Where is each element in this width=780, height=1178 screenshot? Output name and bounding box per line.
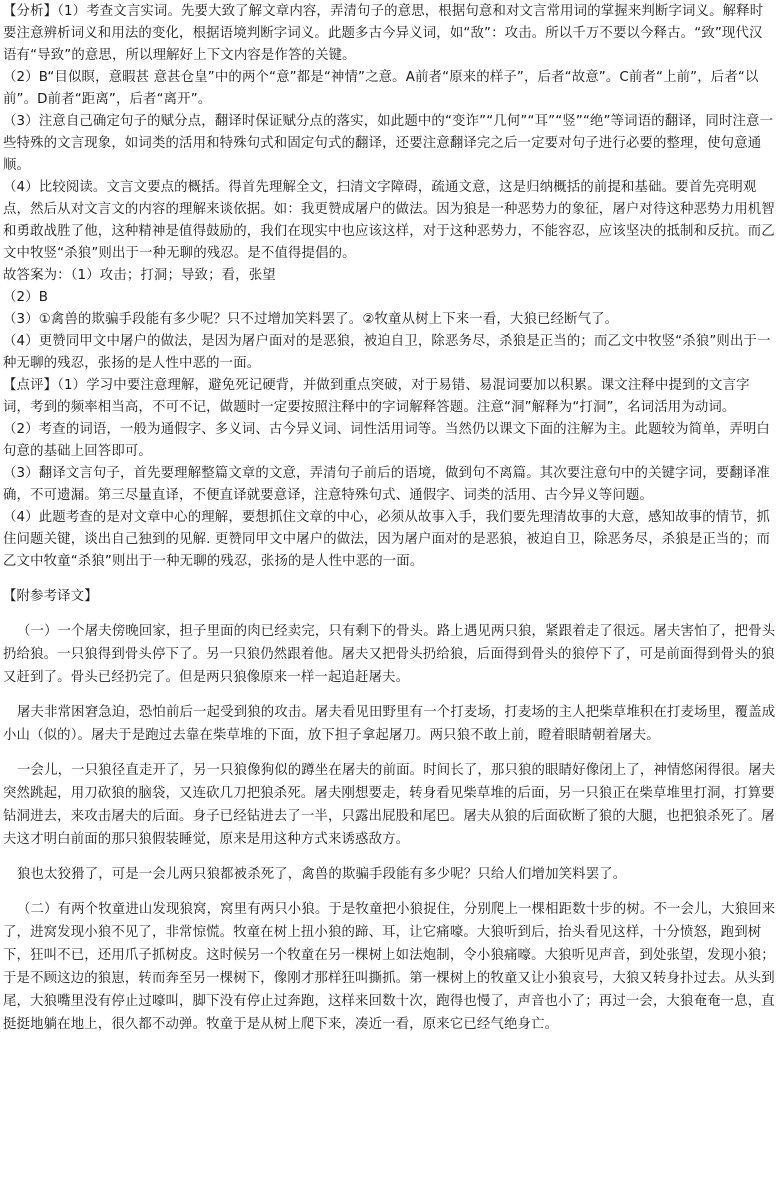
comment-paragraph-3: （3）翻译文言句子，首先要理解整篇文章的文意，弄清句子前后的语境，做到句不离篇。其次要注意句中的关键字词，要翻译准确，不可遗漏。第三尽量直译，不便直译就要意译，注意特殊句式、通假字、词类的活用、古今异义等问题。	[3, 466, 770, 503]
comment-text-1: （1）学习中要注意理解，避免死记硬背，并做到重点突破，对于易错、易混词要加以积累。课文注释中提到的文言字词，考到的频率相当高，不可不记，做题时一定要按照注释中的字词解释答题。注意“洞”解释为“打洞”，名词活用为动词。	[3, 378, 750, 415]
answer-line-2: （2）B	[3, 290, 49, 305]
comment-paragraph-2: （2）考查的词语，一般为通假字、多义词、古今异义词、词性活用词等。当然仍以课文下面的注解为主。此题较为简单，弄明白句意的基础上回答即可。	[3, 422, 770, 459]
analysis-title: 【分析】	[3, 4, 58, 19]
analysis-paragraph-2: （2）B“目似瞑，意暇甚 意甚仓皇”中的两个“意”都是“神情”之意。A前者“原来的样子”，后者“故意”。C前者“上前”，后者“以前”。D前者“距离”，后者“离开”。	[3, 70, 759, 107]
translation-section	[3, 585, 776, 1036]
answer-line-1: 故答案为：（1）攻击；打洞；导致；看，张望	[3, 268, 276, 283]
analysis-paragraph-1	[3, 0, 776, 67]
translation-paragraph-5: （二）有两个牧童进山发现狼窝，窝里有两只小狼。于是牧童把小狼捉住，分别爬上一棵相距数十步的树。不一会儿，大狼回来了，进窝发现小狼不见了，非常惊慌。牧童在树上扭小狼的蹄、耳，让它痛嚎。大狼听到后，抬头看见这样，十分愤怒，跑到树下，狂叫不已，还用爪子抓树皮。这时候另一个牧童在另一棵树上如法炮制，令小狼痛嚎。大狼听见声音，到处张望，发现小狼；于是不顾这边的狼崽，转而奔至另一棵树下，像刚才那样狂叫撕抓。第一棵树上的牧童又让小狼哀号，大狼又转身扑过去。从头到尾，大狼嘴里没有停止过嚎叫，脚下没有停止过奔跑，这样来回数十次，跑得也慢了，声音也小了；再过一会，大狼奄奄一息，直挺挺地躺在地上，很久都不动弹。牧童于是从树上爬下来，凑近一看，原来它已经气绝身亡。	[3, 902, 776, 1032]
analysis-section	[3, 0, 776, 265]
analysis-paragraph-4: （4）比较阅读。文言文要点的概括。得首先理解全文，扫清文字障碍，疏通文意，这是归纳概括的前提和基础。要首先亮明观点，然后从对文言文的内容的理解来谈依据。如：我更赞成屠户的做法。因为狼是一种恶势力的象征，屠户对待这种恶势力用机智和勇敢战胜了他，这种精神是值得鼓励的，我们在现实中也应该这样，对于这种恶势力，不能容忍，应该坚决的抵制和反抗。而乙文中牧竖“杀狼”则出于一种无聊的残忍。是不值得提倡的。	[3, 180, 775, 261]
translation-paragraph-3: 一会儿，一只狼径直走开了，另一只狼像狗似的蹲坐在屠夫的前面。时间长了，那只狼的眼睛好像闭上了，神情悠闲得很。屠夫突然跳起，用刀砍狼的脑袋，又连砍几刀把狼杀死。屠夫刚想要走，转身看见柴草堆的后面，另一只狼正在柴草堆里打洞，打算要钻洞进去，来攻击屠夫的后面。身子已经钻进去了一半，只露出屁股和尾巴。屠夫从狼的后面砍断了狼的大腿，也把狼杀死了。屠夫这才明白前面的那只狼假装睡觉，原来是用这种方式来诱惑敌方。	[3, 763, 776, 847]
translation-title: 【附参考译文】	[3, 589, 98, 604]
analysis-paragraph-3: （3）注意自己确定句子的赋分点，翻译时保证赋分点的落实，如此题中的“变诈”“几何”“耳”“竖”“绝”等词语的翻译，同时注意一些特殊的文言现象，如词类的活用和特殊句式和固定句式的翻译，还要注意翻译完之后一定要对句子进行必要的整理，使句意通顺。	[3, 114, 774, 173]
translation-paragraph-2: 屠夫非常困窘急迫，恐怕前后一起受到狼的攻击。屠夫看见田野里有一个打麦场，打麦场的主人把柴草堆积在打麦场里，覆盖成小山（似的）。屠夫于是跑过去靠在柴草堆的下面，放下担子拿起屠刀。两只狼不敢上前，瞪着眼睛朝着屠夫。	[3, 705, 776, 743]
comment-paragraph-4: （4）此题考查的是对文章中心的理解，要想抓住文章的中心，必须从故事入手，我们要先理清故事的大意，感知故事的情节，抓住问题关键，谈出自己独到的见解. 更赞同甲文中屠户的做法，因为屠户面对的是恶狼，被迫自卫，除恶务尽，杀狼是正当的；而乙文中牧童“杀狼”则出于一种无聊的残忍，张扬的是人性中恶的一面。	[3, 510, 771, 569]
comment-paragraph-1	[3, 375, 776, 419]
section-gap	[3, 573, 776, 585]
comment-title: 【点评】	[3, 378, 58, 393]
analysis-text-1: （1）考查文言实词。先要大致了解文章内容，弄清句子的意思，根据句意和对文言常用词的掌握来判断字词义。解释时要注意辨析词义和用法的变化，根据语境判断字词义。此题多古今异义词，如“敌”：攻击。所以千万不要以今释古。“致”现代汉语有“导致”的意思，所以理解好上下文内容是作答的关键。	[3, 4, 764, 63]
comment-section	[3, 375, 776, 573]
answer-line-3: （3）①禽兽的欺骗手段能有多少呢？只不过增加笑料罢了。②牧童从树上下来一看，大狼已经断气了。	[3, 312, 619, 327]
translation-paragraph-4: 狼也太狡猾了，可是一会儿两只狼都被杀死了，禽兽的欺骗手段能有多少呢？只给人们增加笑料罢了。	[17, 867, 627, 882]
answer-line-4: （4）更赞同甲文中屠户的做法，是因为屠户面对的是恶狼，被迫自卫，除恶务尽，杀狼是正当的；而乙文中牧竖“杀狼”则出于一种无聊的残忍，张扬的是人性中恶的一面。	[3, 334, 771, 371]
translation-paragraph-1: （一）一个屠夫傍晚回家，担子里面的肉已经卖完，只有剩下的骨头。路上遇见两只狼，紧跟着走了很远。屠夫害怕了，把骨头扔给狼。一只狼得到骨头停下了。另一只狼仍然跟着他。屠夫又把骨头扔给狼，后面得到骨头的狼停下了，可是前面得到骨头的狼又赶到了。骨头已经扔完了。但是两只狼像原来一样一起追赶屠夫。	[3, 624, 776, 685]
answers-section	[3, 265, 776, 375]
